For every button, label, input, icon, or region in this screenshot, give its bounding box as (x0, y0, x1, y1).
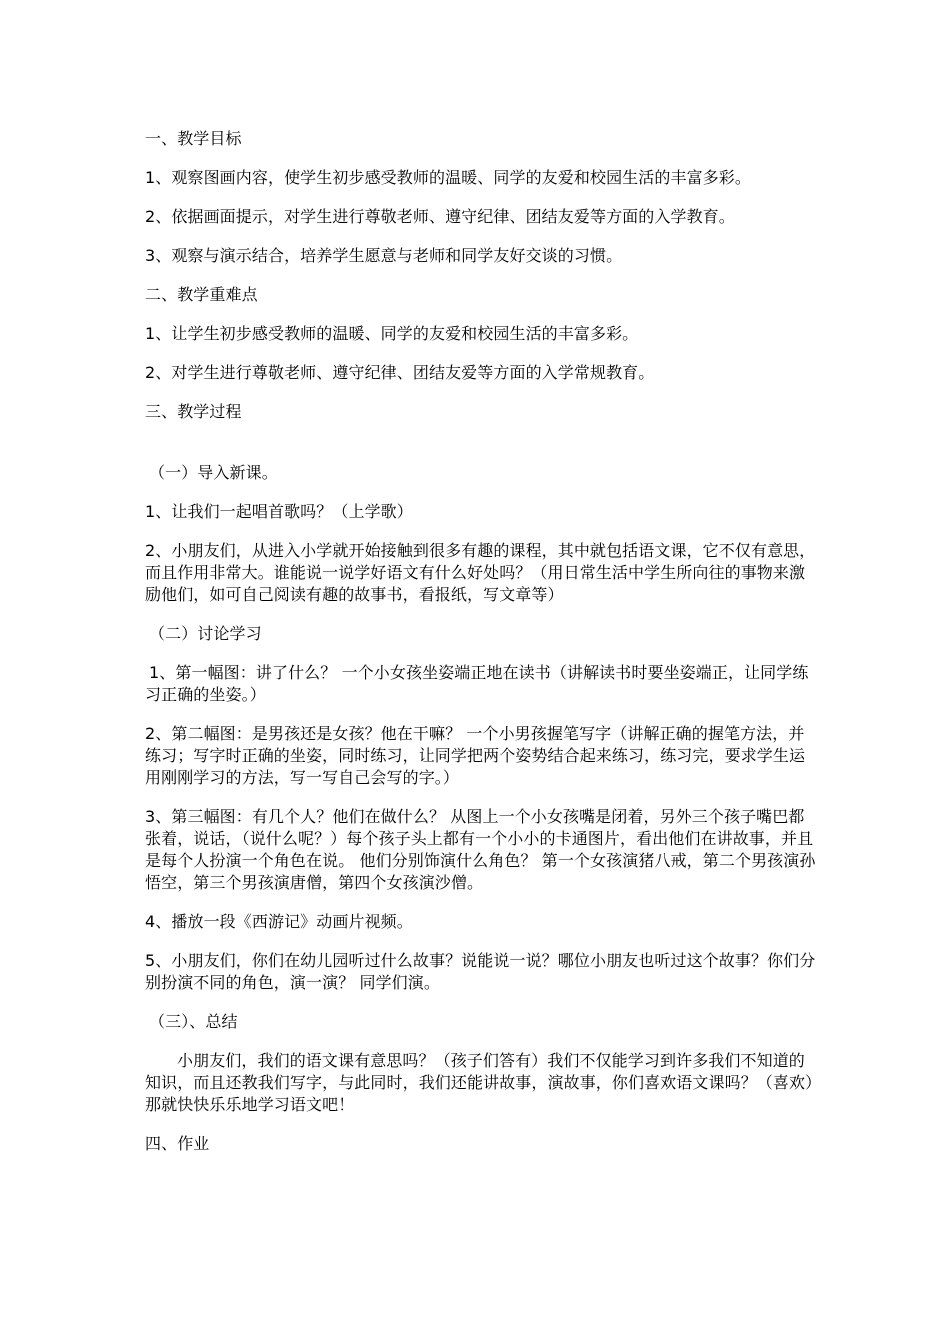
section-heading-homework: 四、作业 (145, 1134, 210, 1153)
subsection-heading-intro: （一）导入新课。 (149, 463, 278, 482)
section-heading-process: 三、教学过程 (145, 402, 242, 421)
discussion-item-3: 3、第三幅图：有几个人？他们在做什么？ 从图上一个小女孩嘴是闭着，另外三个孩子嘴巴都张着，说话，（说什么呢？）每个孩子头上都有一个小小的卡通图片，看出他们在讲故事，并且是每个人扮演一个角色在说。 他们分别饰演什么角色？ 第一个女孩演猪八戒，第二个男孩演孙悟空，第三个男孩演唐僧，第四个女孩演沙僧。 (145, 807, 816, 892)
section-heading-key-points: 二、教学重难点 (145, 285, 258, 304)
discussion-item-4: 4、播放一段《西游记》动画片视频。 (145, 912, 413, 931)
key-point-item-2: 2、对学生进行尊敬老师、遵守纪律、团结友爱等方面的入学常规教育。 (145, 363, 655, 382)
objective-item-3: 3、观察与演示结合，培养学生愿意与老师和同学友好交谈的习惯。 (145, 246, 623, 265)
section-heading-objectives: 一、教学目标 (145, 129, 242, 148)
document-body (145, 128, 817, 1172)
discussion-item-1: 1、第一幅图：讲了什么？ 一个小女孩坐姿端正地在读书（讲解读书时要坐姿端正，让同学练习正确的坐姿。） (145, 663, 809, 704)
objective-item-2: 2、依据画面提示，对学生进行尊敬老师、遵守纪律、团结友爱等方面的入学教育。 (145, 207, 735, 226)
discussion-item-5: 5、小朋友们，你们在幼儿园听过什么故事？说能说一说？哪位小朋友也听过这个故事？你们分别扮演不同的角色，演一演？ 同学们演。 (145, 951, 816, 992)
objective-item-1: 1、观察图画内容，使学生初步感受教师的温暖、同学的友爱和校园生活的丰富多彩。 (145, 168, 751, 187)
subsection-heading-summary: （三）、总结 (149, 1012, 238, 1031)
subsection-heading-discussion: （二）讨论学习 (149, 624, 262, 643)
discussion-item-2: 2、第二幅图：是男孩还是女孩？他在干嘛？ 一个小男孩握笔写字（讲解正确的握笔方法，并练习；写字时正确的坐姿，同时练习，让同学把两个姿势结合起来练习，练习完，要求学生运用刚刚学习的方法，写一写自己会写的字。） (145, 724, 806, 787)
summary-paragraph: 小朋友们，我们的语文课有意思吗？（孩子们答有）我们不仅能学习到许多我们不知道的知识，而且还教我们写字，与此同时，我们还能讲故事，演故事，你们喜欢语文课吗？（喜欢）那就快快乐乐地学习语文吧！ (145, 1051, 814, 1114)
key-point-item-1: 1、让学生初步感受教师的温暖、同学的友爱和校园生活的丰富多彩。 (145, 324, 639, 343)
intro-item-2: 2、小朋友们，从进入小学就开始接触到很多有趣的课程，其中就包括语文课，它不仅有意思，而且作用非常大。谁能说一说学好语文有什么好处吗？（用日常生活中学生所向往的事物来激励他们，如可自己阅读有趣的故事书，看报纸，写文章等） (145, 541, 816, 604)
intro-item-1: 1、让我们一起唱首歌吗？（上学歌） (145, 502, 413, 521)
